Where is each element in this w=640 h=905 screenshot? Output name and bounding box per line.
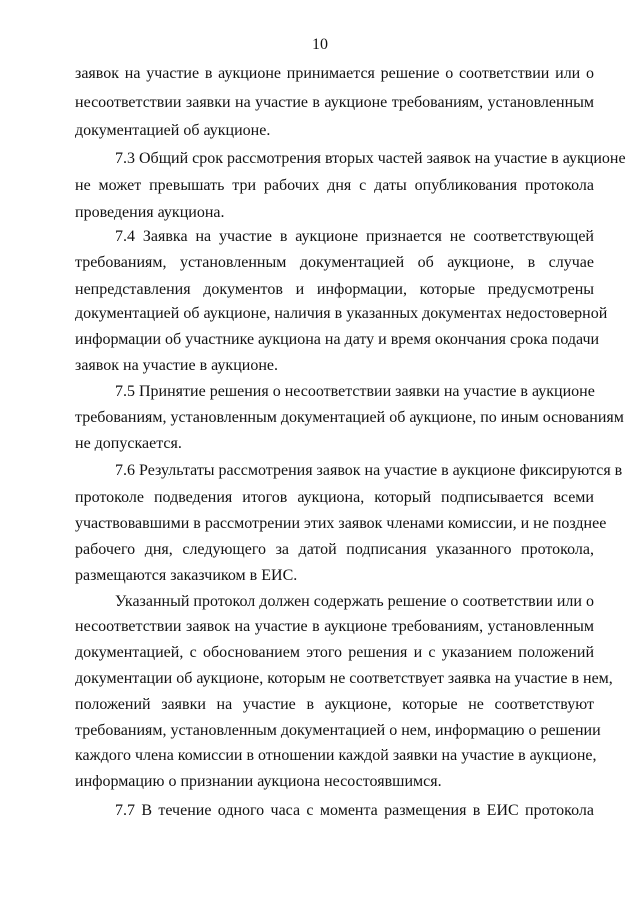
text-line: документацией об аукционе. xyxy=(75,122,271,139)
text-line: документации об аукционе, которым не соответствует заявка на участие в нем, xyxy=(75,670,613,687)
text-line: 7.7 В течение одного часа с момента размещения в ЕИС протокола xyxy=(115,802,594,819)
text-line: Указанный протокол должен содержать решение о соответствии или о xyxy=(115,593,594,610)
text-line: проведения аукциона. xyxy=(75,204,225,221)
text-line: 7.6 Результаты рассмотрения заявок на участие в аукционе фиксируются в xyxy=(115,462,623,479)
text-line: 7.3 Общий срок рассмотрения вторых частей заявок на участие в аукционе xyxy=(115,150,626,167)
text-line: положений заявки на участие в аукционе, которые не соответствуют xyxy=(75,696,594,713)
text-line: размещаются заказчиком в ЕИС. xyxy=(75,567,298,584)
text-line: документацией, с обоснованием этого решения и с указанием положений xyxy=(75,644,594,661)
text-line: протоколе подведения итогов аукциона, который подписывается всеми xyxy=(75,489,594,506)
text-line: несоответствии заявок на участие в аукционе требованиям, установленным xyxy=(75,618,594,635)
text-line: несоответствии заявки на участие в аукционе требованиям, установленным xyxy=(75,94,594,111)
text-line: каждого члена комиссии в отношении каждой заявки на участие в аукционе, xyxy=(75,747,597,764)
text-line: информацию о признании аукциона несостоявшимся. xyxy=(75,773,442,790)
text-line: 7.5 Принятие решения о несоответствии заявки на участие в аукционе xyxy=(115,383,595,400)
text-line: участвовавшими в рассмотрении этих заявок членами комиссии, и не позднее xyxy=(75,515,607,532)
text-line: не может превышать три рабочих дня с даты опубликования протокола xyxy=(75,177,594,194)
text-line: требованиям, установленным документацией о нем, информацию о решении xyxy=(75,722,601,739)
text-line: информации об участнике аукциона на дату и время окончания срока подачи xyxy=(75,331,600,348)
text-line: рабочего дня, следующего за датой подписания указанного протокола, xyxy=(75,541,594,558)
text-line: заявок на участие в аукционе. xyxy=(75,357,278,374)
text-line: заявок на участие в аукционе принимается решение о соответствии или о xyxy=(75,65,594,82)
page-number: 10 xyxy=(312,36,328,53)
text-line: требованиям, установленным документацией об аукционе, в случае xyxy=(75,254,594,271)
text-line: документацией об аукционе, наличия в указанных документах недостоверной xyxy=(75,305,608,322)
text-line: 7.4 Заявка на участие в аукционе признается не соответствующей xyxy=(115,228,594,245)
text-line: требованиям, установленным документацией об аукционе, по иным основаниям xyxy=(75,409,624,426)
text-line: непредставления документов и информации, которые предусмотрены xyxy=(75,281,594,298)
text-line: не допускается. xyxy=(75,435,182,452)
